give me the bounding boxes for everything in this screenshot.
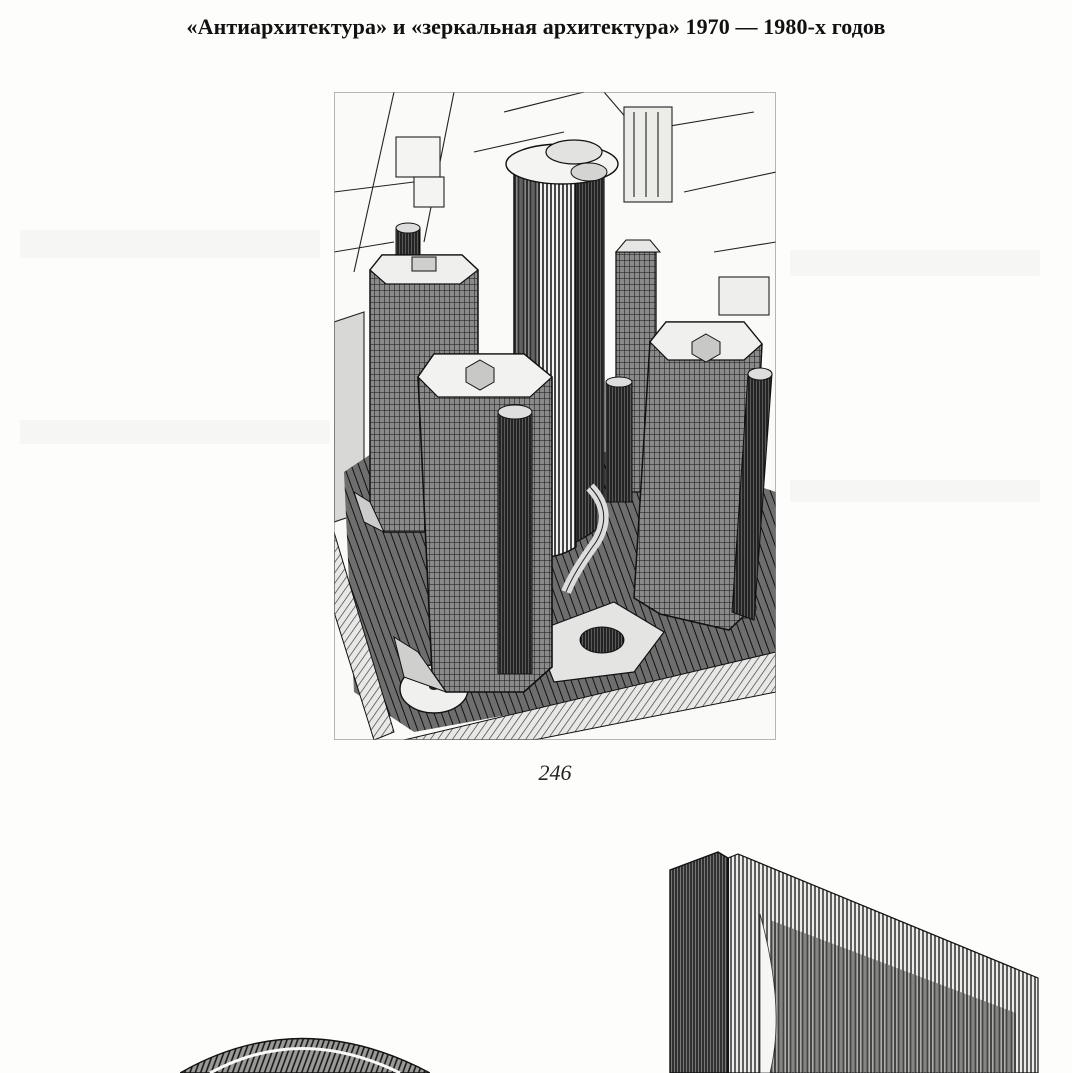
figure-caption: 246 (538, 760, 572, 785)
figure-tower-complex-drawing (334, 92, 776, 740)
figure-dome-drawing-partial (180, 1024, 430, 1073)
figure-slab-building-drawing (666, 848, 1046, 1073)
running-title: «Антиархитектура» и «зеркальная архитектура» 1970 — 1980-х годов (186, 14, 886, 39)
show-through-smudge (790, 250, 1040, 276)
show-through-smudge (20, 420, 330, 444)
show-through-smudge (790, 480, 1040, 502)
show-through-smudge (20, 230, 320, 258)
